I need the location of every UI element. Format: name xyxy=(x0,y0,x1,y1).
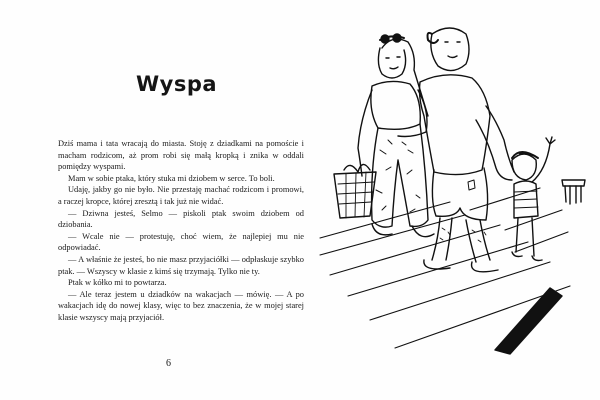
shadow xyxy=(495,288,562,354)
paragraph: — Ale teraz jestem u dziadków na wakacjach — mówię. — A po wakacjach idę do nowej klasy, więc to bez znaczenia, że w mojej starej klasie wszyscy mają przyjaciół. xyxy=(58,289,304,322)
family-illustration xyxy=(300,20,600,380)
pier-post xyxy=(562,180,585,204)
paragraph: Udaję, jakby go nie było. Nie przestaję machać rodzicom i promowi, a raczej kropce, której zresztą i tak już nie widać. xyxy=(58,185,304,206)
paragraph: Dziś mama i tata wracają do miasta. Stoję z dziadkami na pomoście i macham rodzicom, aż prom robi się małą kropką i znika w oddali pomiędzy wyspami. xyxy=(58,139,304,172)
paragraph: — Wcale nie — protestuję, choć wiem, że najlepiej mu nie odpowiadać. xyxy=(58,231,304,253)
chapter-body-text xyxy=(58,138,304,324)
child-figure xyxy=(512,137,555,261)
paragraph: — A właśnie że jesteś, bo nie masz przyjaciółki — odpłaskuje szybko ptak. — Wszyscy w klasie z kimś się trzymają. Tylko nie ty. xyxy=(58,254,304,276)
paragraph: Mam w sobie ptaka, który stuka mi dziobem w serce. To boli. xyxy=(68,173,275,183)
page-number: 6 xyxy=(166,358,171,369)
mother-figure xyxy=(334,34,434,237)
chapter-title: Wyspa xyxy=(136,72,218,96)
paragraph: — Dziwna jesteś, Selmo — piskoli ptak swoim dziobem od dziobania. xyxy=(58,208,304,230)
paragraph: Ptak w kółko mi to powtarza. xyxy=(68,278,167,288)
